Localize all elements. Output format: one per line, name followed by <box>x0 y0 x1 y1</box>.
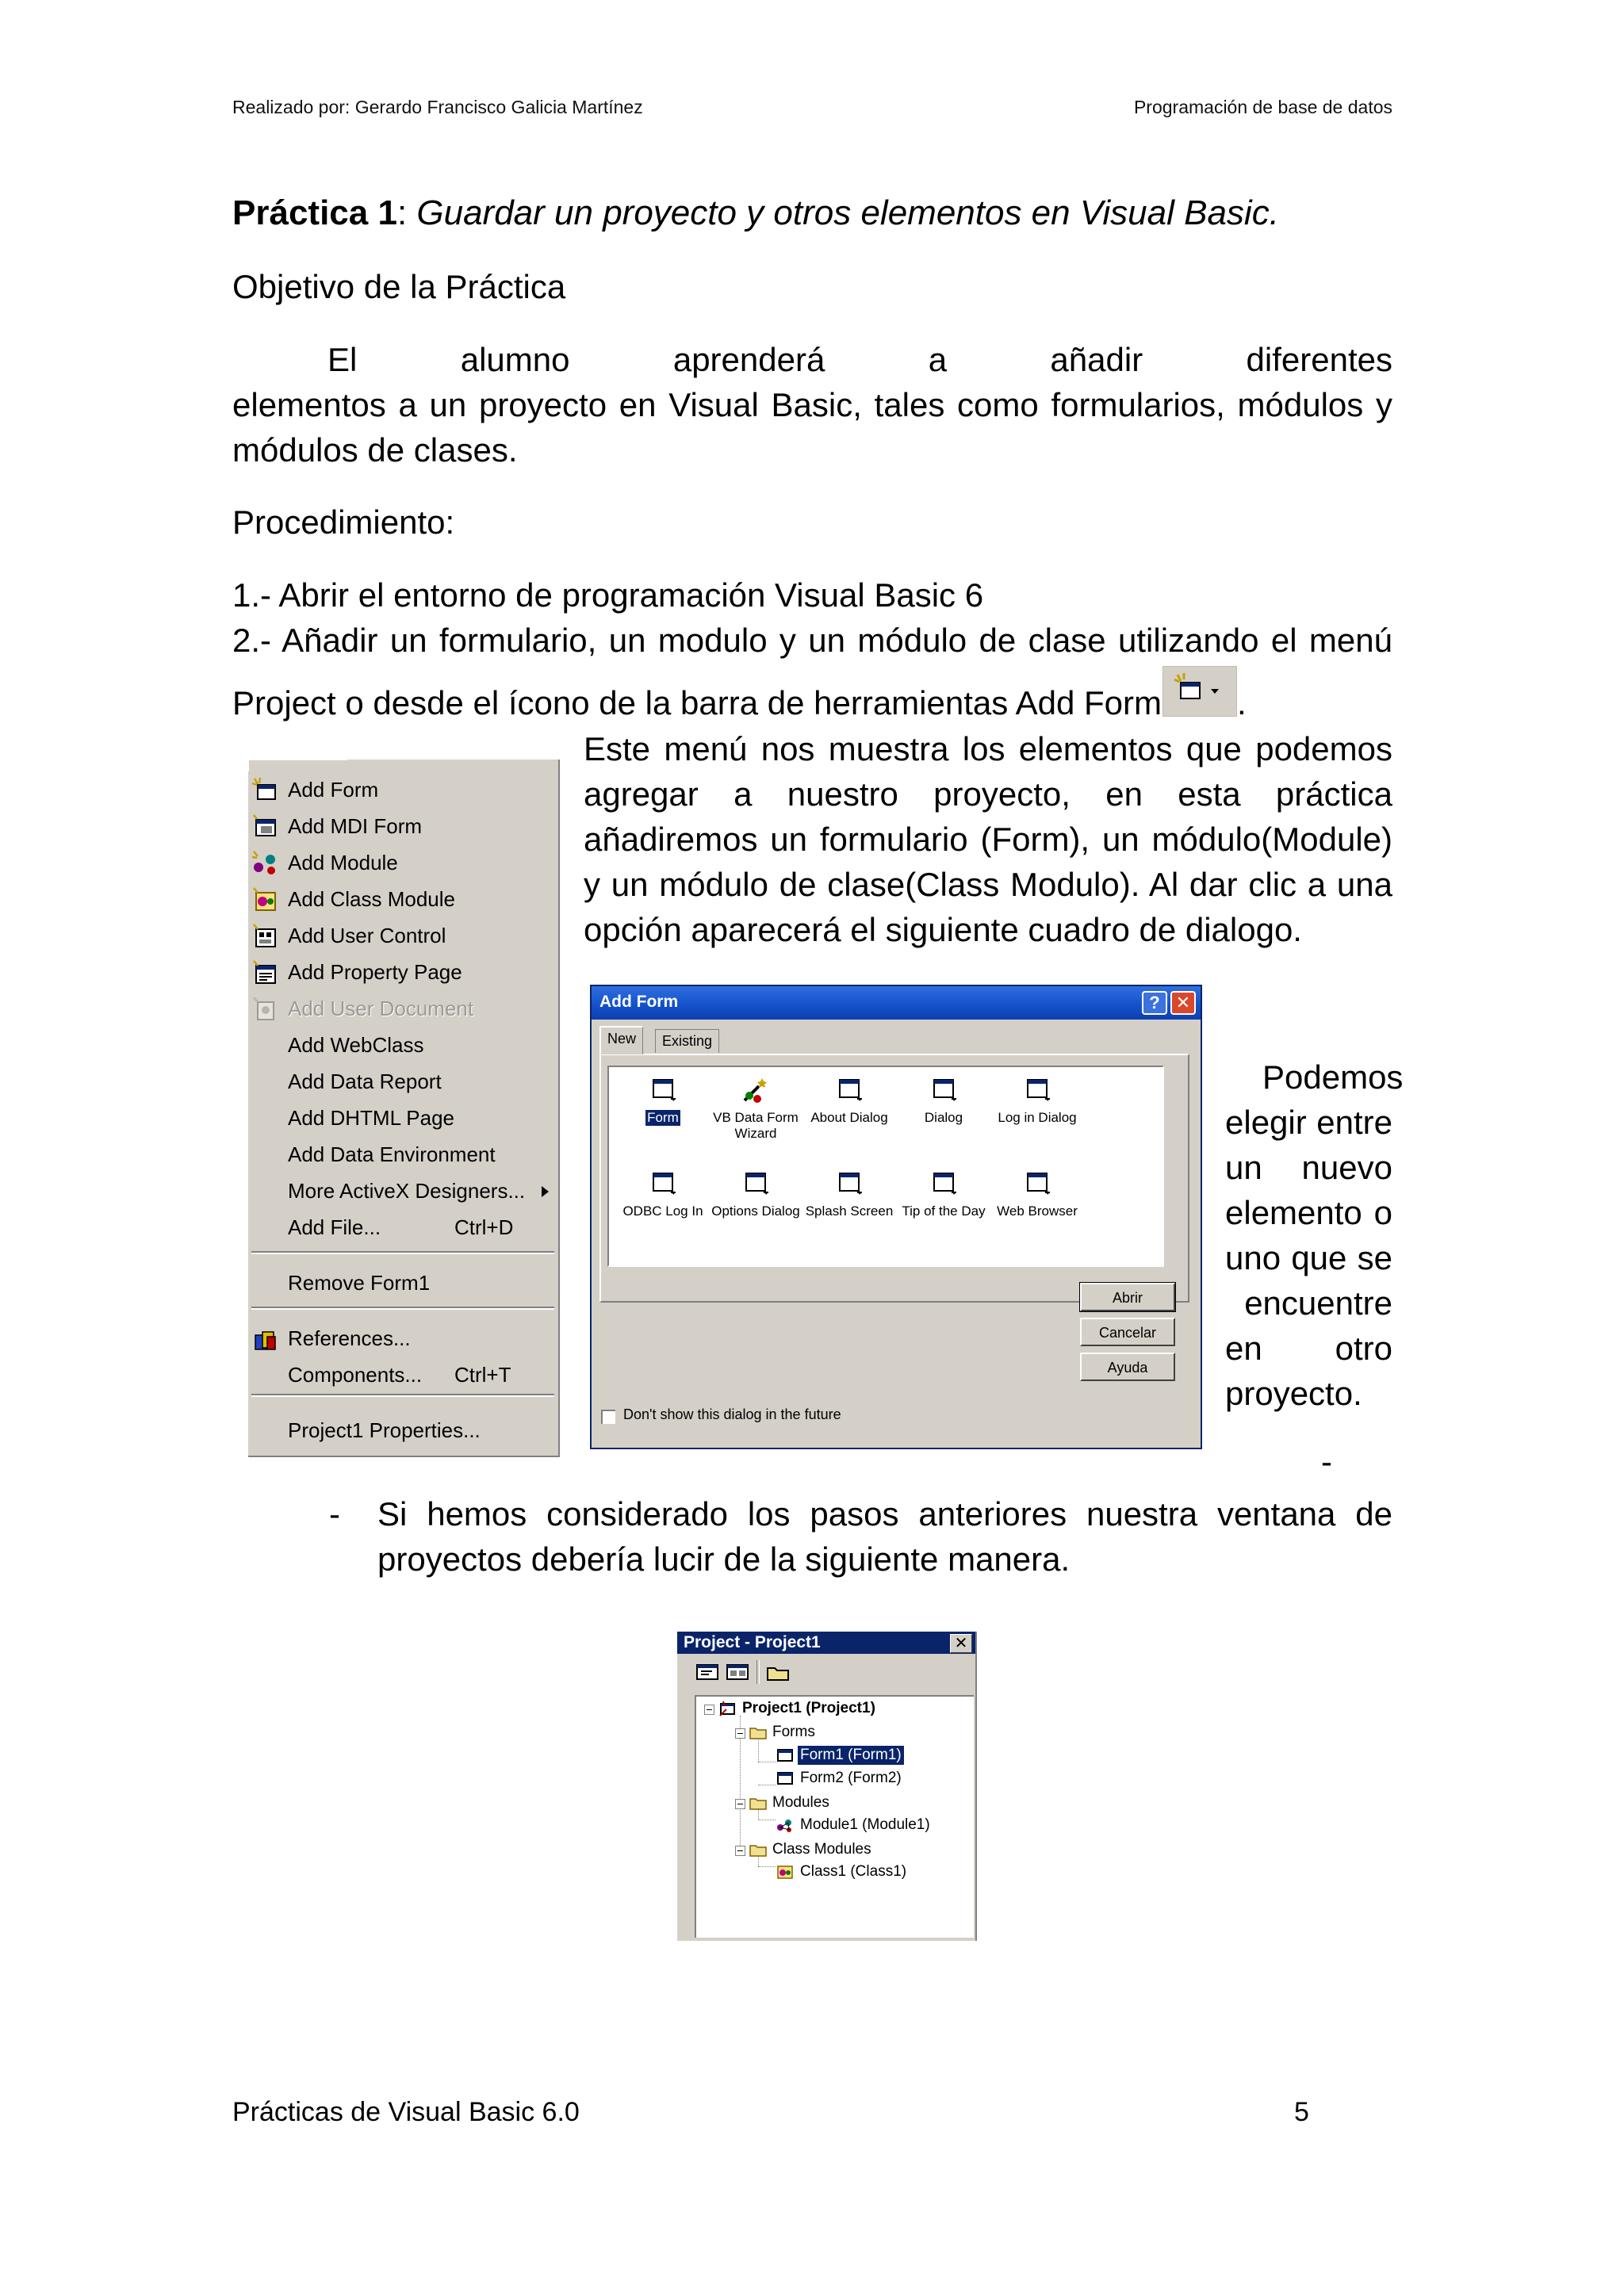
view-code-icon[interactable] <box>695 1660 722 1684</box>
menu-item-label: Add WebClass <box>288 1033 424 1057</box>
close-button[interactable]: ✕ <box>1170 991 1196 1015</box>
dialog-desc-line-4: elemento o <box>1225 1194 1392 1231</box>
references-icon <box>251 1326 278 1353</box>
form-template-icon <box>647 1075 679 1105</box>
dialog-desc-line-6: encuentre <box>1244 1284 1392 1322</box>
tree-modules-folder[interactable]: Modules <box>772 1794 829 1811</box>
menu-item-label: Components... <box>288 1363 423 1387</box>
menu-item-label: Add Property Page <box>288 960 462 984</box>
form-icon <box>776 1747 795 1764</box>
menu-item-13[interactable] <box>248 1265 557 1302</box>
menu-desc-line-5: opción aparecerá el siguiente cuadro de dialogo. <box>584 911 1302 948</box>
menu-item-label: References... <box>288 1326 411 1350</box>
template-item-label: About Dialog <box>810 1110 888 1125</box>
add-form-icon <box>1163 667 1236 716</box>
project-icon <box>718 1700 737 1717</box>
tree-project-root[interactable]: Project1 (Project1) <box>742 1700 875 1716</box>
practice-number: Práctica 1 <box>232 193 397 232</box>
template-item[interactable] <box>615 1075 710 1126</box>
collapse-modules-toggle[interactable] <box>735 1799 745 1809</box>
template-item[interactable] <box>990 1169 1085 1219</box>
form-icon <box>776 1770 795 1787</box>
menu-item-label: Add DHTML Page <box>288 1106 455 1130</box>
form-template-icon <box>740 1169 772 1199</box>
menu-separator <box>251 1251 554 1254</box>
dialog-desc-line-1: Podemos <box>1262 1058 1404 1096</box>
help-dialog-button[interactable]: Ayuda <box>1080 1353 1175 1381</box>
collapse-class-modules-toggle[interactable] <box>735 1846 745 1856</box>
menu-item-7[interactable] <box>248 1027 557 1064</box>
menu-desc-line-1: Este menú nos muestra los elementos que podemos <box>584 730 1392 767</box>
template-item-label: Splash Screen <box>805 1203 894 1219</box>
menu-item-label: Add Data Report <box>288 1070 442 1093</box>
menu-item-16[interactable] <box>248 1413 557 1449</box>
menu-item-12[interactable] <box>248 1210 557 1246</box>
cancel-button[interactable]: Cancelar <box>1080 1318 1175 1346</box>
template-item-label: Web Browser <box>997 1203 1078 1219</box>
menu-item-2[interactable] <box>248 845 557 882</box>
dialog-desc-line-7: en otro <box>1225 1330 1392 1367</box>
add-class-module-icon <box>251 886 278 913</box>
add-mdi-form-icon <box>251 813 278 840</box>
add-form-toolbar-button <box>1162 666 1237 717</box>
dialog-desc-line-2: elegir entre <box>1225 1104 1392 1141</box>
procedure-step-2-line-1: 2.- Añadir un formulario, un modulo y un módulo de clase utilizando el menú <box>232 622 1392 659</box>
collapse-project-toggle[interactable] <box>704 1705 714 1715</box>
form-template-icon <box>833 1075 865 1105</box>
tree-class1[interactable]: Class1 (Class1) <box>800 1863 907 1880</box>
template-item[interactable] <box>708 1075 803 1142</box>
form-template-icon <box>928 1169 959 1199</box>
template-item[interactable] <box>990 1075 1085 1126</box>
stray-dash: - <box>1321 1443 1332 1480</box>
menu-item-5[interactable] <box>248 955 557 991</box>
class-module-icon <box>776 1863 795 1881</box>
folder-icon <box>749 1841 768 1858</box>
menu-shortcut: Ctrl+D <box>454 1215 514 1239</box>
menu-item-9[interactable] <box>248 1100 557 1137</box>
title-separator: : <box>396 193 417 232</box>
project-explorer-title: Project - Project1 <box>684 1633 821 1651</box>
template-list <box>607 1066 1164 1267</box>
menu-item-8[interactable] <box>248 1064 557 1100</box>
header-course: Programación de base de datos <box>1133 97 1392 117</box>
form-template-icon <box>1021 1075 1053 1105</box>
wizard-icon <box>740 1075 772 1105</box>
menu-item-11[interactable] <box>248 1173 557 1210</box>
menu-item-label: Add File... <box>288 1215 381 1239</box>
menu-item-10[interactable] <box>248 1137 557 1173</box>
template-item-label: Dialog <box>924 1110 963 1125</box>
menu-item-0[interactable] <box>248 772 557 809</box>
template-item[interactable] <box>802 1075 897 1126</box>
add-module-icon <box>251 850 278 877</box>
tree-class-modules-folder[interactable]: Class Modules <box>772 1841 871 1858</box>
menu-desc-line-4: y un módulo de clase(Class Modulo). Al dar clic a una <box>584 866 1392 903</box>
menu-separator <box>251 1394 554 1397</box>
menu-item-label: Add User Control <box>288 924 446 947</box>
project-menu <box>248 760 560 1457</box>
dont-show-checkbox[interactable] <box>601 1410 615 1424</box>
menu-item-label: Project1 Properties... <box>288 1418 481 1442</box>
menu-item-3[interactable] <box>248 882 557 918</box>
objective-line-1: El alumno aprenderá a añadir diferentes <box>327 341 1392 378</box>
dialog-title: Add Form <box>599 993 679 1011</box>
bullet-line-1: Si hemos considerado los pasos anteriores nuestra ventana de <box>377 1495 1392 1533</box>
add-user-control-icon <box>251 923 278 950</box>
menu-separator <box>251 1307 554 1310</box>
template-item-label: Options Dialog <box>711 1203 800 1219</box>
menu-item-label: Add Data Environment <box>288 1142 496 1166</box>
project-explorer-titlebar <box>677 1632 975 1654</box>
menu-desc-line-2: agregar a nuestro proyecto, en esta práctica <box>584 775 1392 813</box>
view-object-icon[interactable] <box>725 1660 752 1684</box>
objective-heading: Objetivo de la Práctica <box>232 268 566 305</box>
project-explorer <box>676 1632 977 1941</box>
menu-item-1[interactable] <box>248 809 557 845</box>
form-template-icon <box>833 1169 865 1199</box>
toggle-folders-icon[interactable] <box>764 1660 791 1684</box>
submenu-arrow-icon <box>542 1186 549 1197</box>
menu-item-15[interactable] <box>248 1357 557 1394</box>
menu-item-14[interactable] <box>248 1321 557 1357</box>
menu-item-label: Remove Form1 <box>288 1271 431 1295</box>
add-form-icon <box>251 777 278 804</box>
template-item[interactable] <box>802 1169 897 1219</box>
menu-item-label: Add Class Module <box>288 887 455 911</box>
procedure-step-2-end: . <box>1237 684 1247 721</box>
template-item[interactable] <box>708 1169 803 1219</box>
template-item-label: Log in Dialog <box>998 1110 1077 1125</box>
bullet-mark: - <box>329 1495 340 1533</box>
procedure-step-1: 1.- Abrir el entorno de programación Visual Basic 6 <box>232 576 984 614</box>
dialog-titlebar <box>592 986 1201 1020</box>
menu-item-6[interactable] <box>248 991 557 1027</box>
form-template-icon <box>1021 1169 1053 1199</box>
folder-icon <box>749 1794 768 1812</box>
tab-new[interactable]: New <box>599 1026 643 1054</box>
open-button[interactable]: Abrir <box>1080 1283 1175 1311</box>
menu-item-label: Add MDI Form <box>288 814 423 838</box>
menu-item-4[interactable] <box>248 918 557 955</box>
practice-title <box>232 190 1279 235</box>
menu-item-label: Add Form <box>288 778 379 802</box>
form-template-icon <box>928 1075 959 1105</box>
help-button[interactable]: ? <box>1142 991 1167 1015</box>
menu-item-label: Add User Document <box>288 997 474 1020</box>
add-property-page-icon <box>251 959 278 986</box>
project-explorer-close-button[interactable]: ✕ <box>950 1634 972 1653</box>
folder-icon <box>749 1724 768 1741</box>
header-author: Realizado por: Gerardo Francisco Galicia Martínez <box>232 97 643 117</box>
template-item[interactable] <box>896 1075 991 1126</box>
dialog-desc-line-8: proyecto. <box>1225 1375 1362 1412</box>
template-item[interactable] <box>615 1169 710 1219</box>
add-form-dialog <box>590 985 1202 1449</box>
template-item-label: Tip of the Day <box>902 1203 986 1219</box>
procedure-heading: Procedimiento: <box>232 503 455 541</box>
collapse-forms-toggle[interactable] <box>735 1728 745 1739</box>
footer-title: Prácticas de Visual Basic 6.0 <box>232 2097 580 2127</box>
add-user-document-icon <box>251 996 278 1023</box>
form-template-icon <box>647 1169 679 1199</box>
tree-forms-folder[interactable]: Forms <box>772 1724 815 1740</box>
menu-item-label: Add Module <box>288 851 398 874</box>
template-item-label: ODBC Log In <box>622 1203 703 1219</box>
objective-line-2: elementos a un proyecto en Visual Basic, tales como formularios, módulos y <box>232 386 1392 423</box>
dont-show-label: Don't show this dialog in the future <box>623 1406 841 1422</box>
module-icon <box>776 1816 795 1834</box>
objective-line-3: módulos de clases. <box>232 431 518 469</box>
menu-desc-line-3: añadiremos un formulario (Form), un módulo(Module) <box>584 821 1392 858</box>
menu-item-label: More ActiveX Designers... <box>288 1179 526 1203</box>
procedure-step-2-line-2: Project o desde el ícono de la barra de herramientas Add Form <box>232 684 1162 721</box>
bullet-line-2: proyectos debería lucir de la siguiente manera. <box>377 1540 1071 1578</box>
menu-shortcut: Ctrl+T <box>454 1363 511 1387</box>
tree-form1[interactable]: Form1 (Form1) <box>798 1746 904 1765</box>
dialog-desc-line-5: uno que se <box>1225 1239 1392 1276</box>
tree-form2[interactable]: Form2 (Form2) <box>800 1770 902 1786</box>
project-tree <box>695 1695 974 1938</box>
page-number: 5 <box>1294 2097 1309 2127</box>
practice-subtitle: Guardar un proyecto y otros elementos en Visual Basic. <box>416 193 1279 232</box>
template-item-label: VB Data Form Wizard <box>713 1110 799 1141</box>
template-item[interactable] <box>896 1169 991 1219</box>
tab-existing[interactable]: Existing <box>655 1029 719 1053</box>
template-item-label: Form <box>647 1110 679 1125</box>
dialog-desc-line-3: un nuevo <box>1225 1149 1392 1186</box>
tree-module1[interactable]: Module1 (Module1) <box>800 1816 930 1833</box>
